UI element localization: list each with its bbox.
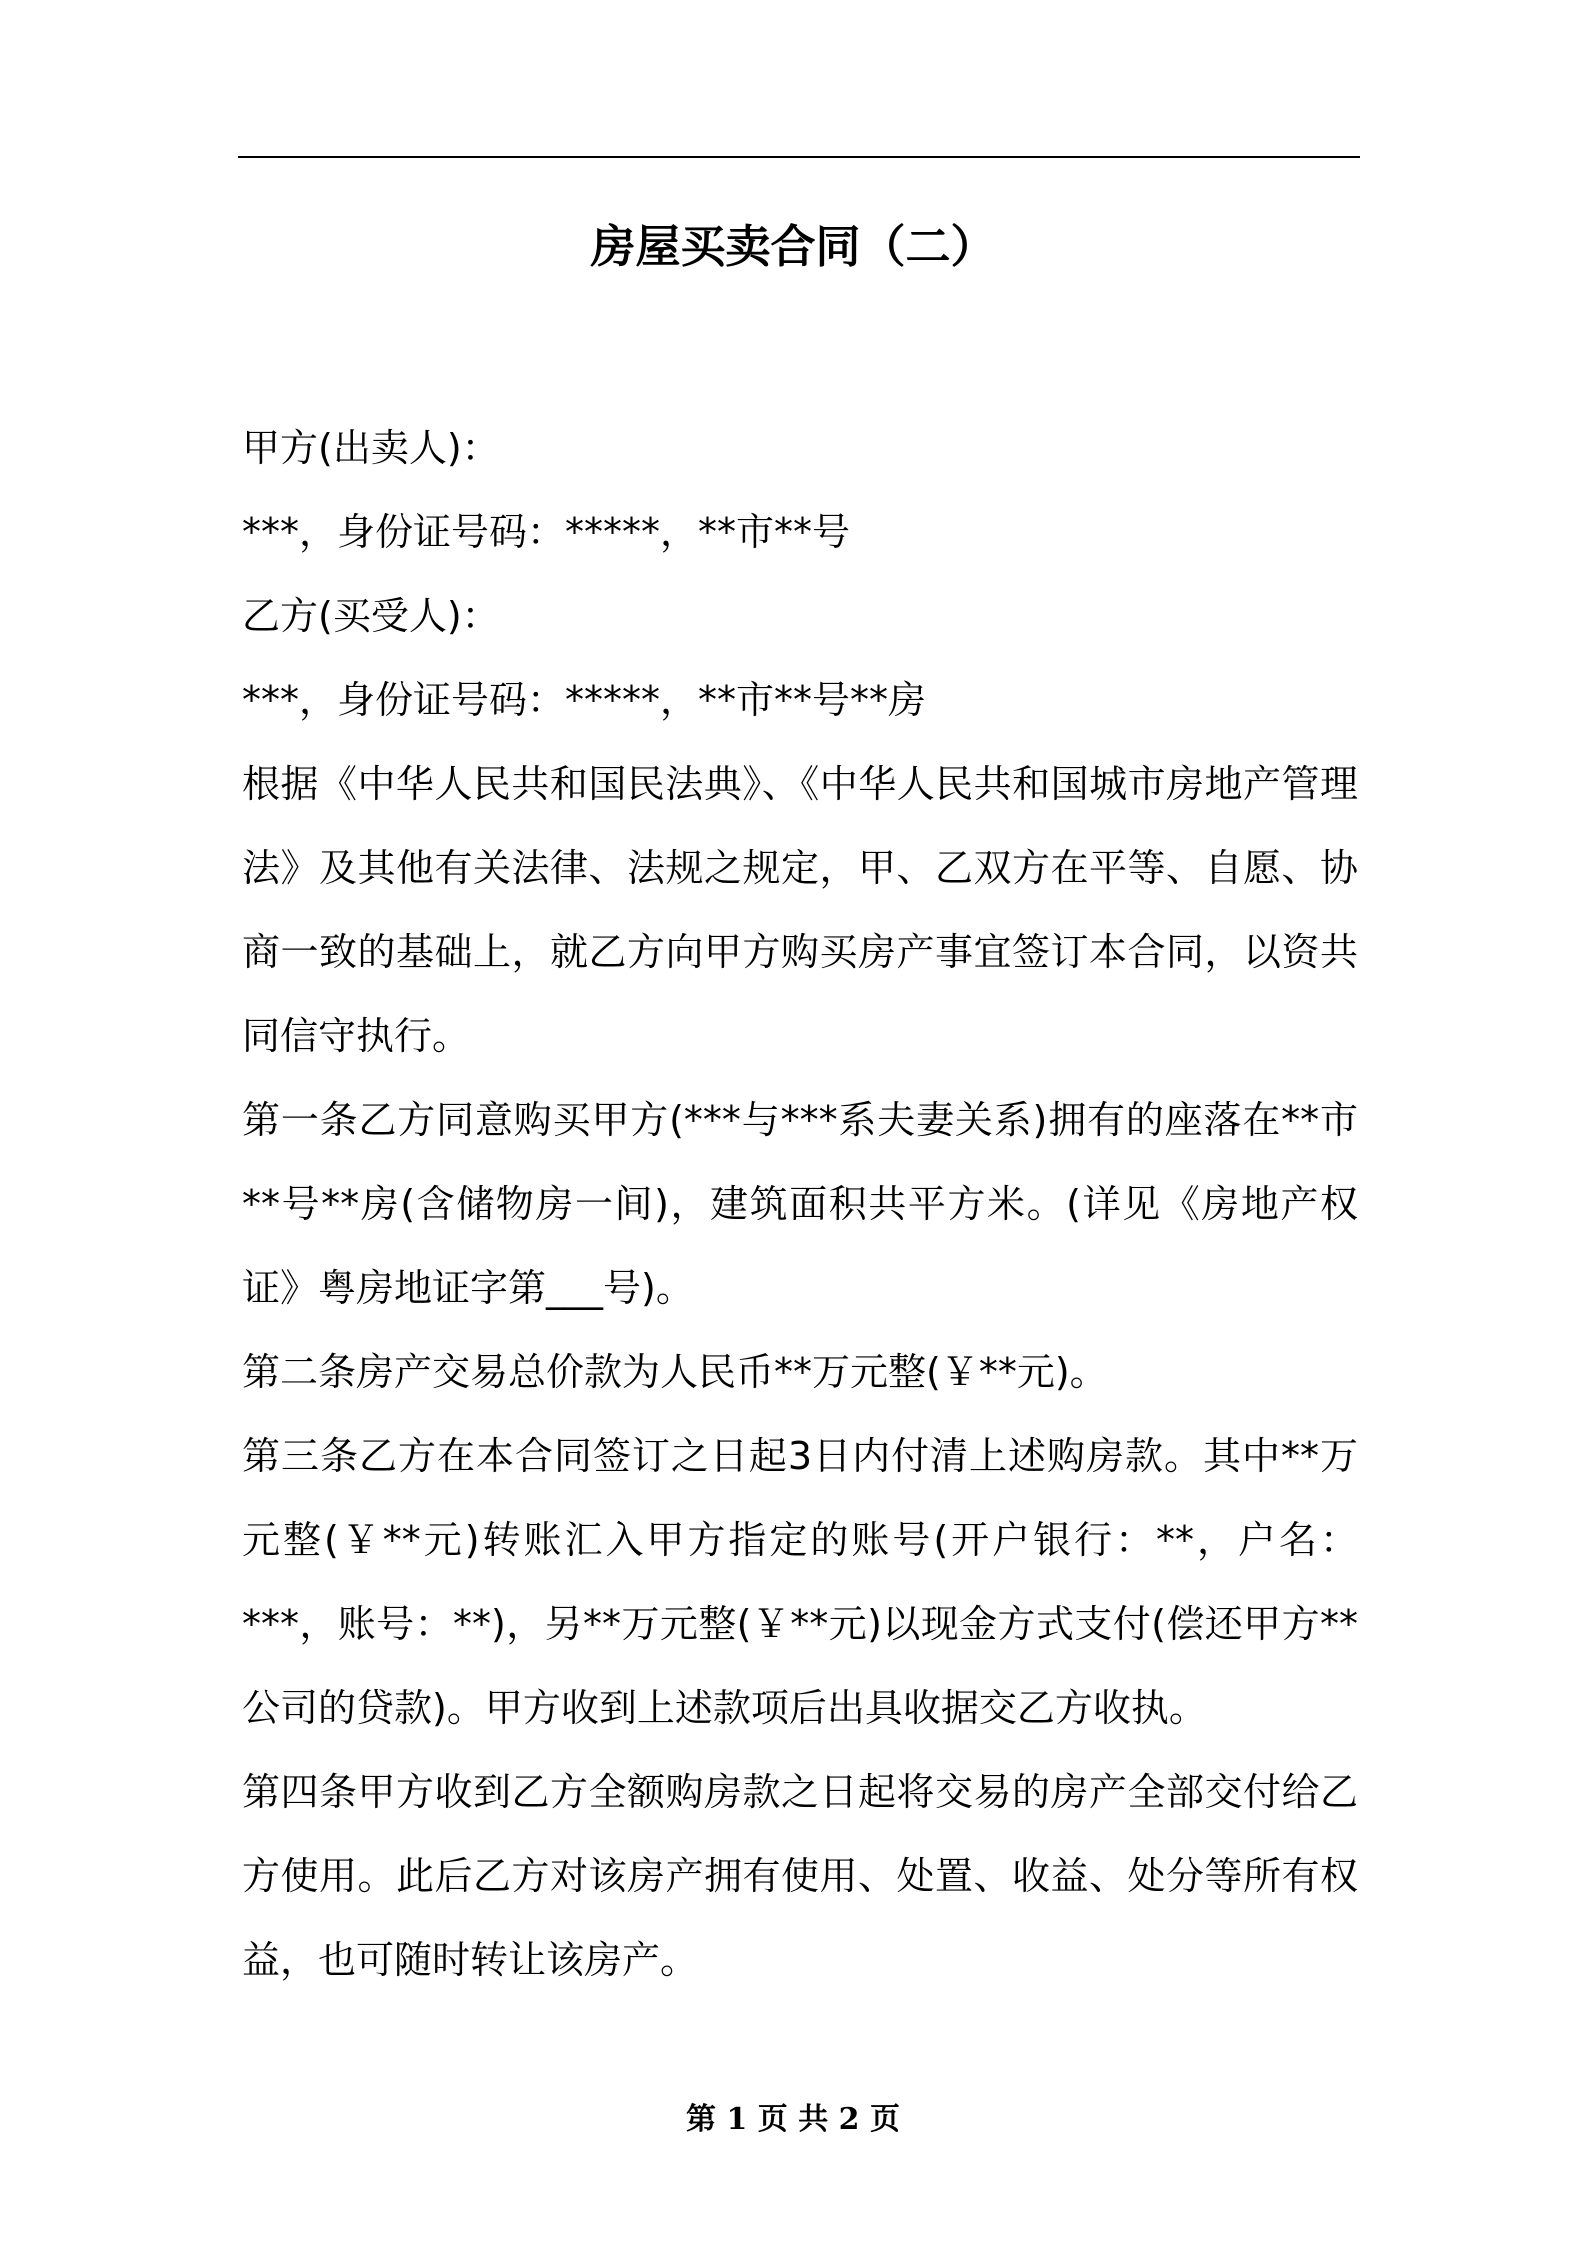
- party-a-label: 甲方(出卖人)：: [242, 426, 500, 470]
- page-footer: 第 1 页 共 2 页: [686, 2102, 900, 2137]
- party-b-info: ***，身份证号码：*****，**市**号**房: [242, 678, 927, 722]
- document-body: [242, 406, 1358, 2002]
- party-b-label: 乙方(买受人)：: [242, 594, 500, 638]
- document-title: 房屋买卖合同（二）: [590, 220, 996, 273]
- article-4: 第四条甲方收到乙方全额购房款之日起将交易的房产全部交付给乙方使用。此后乙方对该房产拥有使用、处置、收益、处分等所有权益，也可随时转让该房产。: [242, 1770, 1358, 1982]
- article-3: 第三条乙方在本合同签订之日起3日内付清上述购房款。其中**万元整(￥**元)转账汇入甲方指定的账号(开户银行：**，户名：***，账号：**)，另**万元整(￥**元)以现金方式支付(偿还甲方**公司的贷款)。甲方收到上述款项后出具收据交乙方收执。: [242, 1434, 1358, 1730]
- preamble-paragraph: 根据《中华人民共和国民法典》、《中华人民共和国城市房地产管理法》及其他有关法律、法规之规定，甲、乙双方在平等、自愿、协商一致的基础上，就乙方向甲方购买房产事宜签订本合同，以资共同信守执行。: [242, 762, 1358, 1058]
- header-divider: [238, 156, 1360, 158]
- article-1: 第一条乙方同意购买甲方(***与***系夫妻关系)拥有的座落在**市**号**房(含储物房一间)，建筑面积共平方米。(详见《房地产权证》粤房地证字第___号)。: [242, 1098, 1358, 1310]
- party-a-info: ***，身份证号码：*****，**市**号: [242, 510, 851, 554]
- article-2: 第二条房产交易总价款为人民币**万元整(￥**元)。: [242, 1350, 1108, 1394]
